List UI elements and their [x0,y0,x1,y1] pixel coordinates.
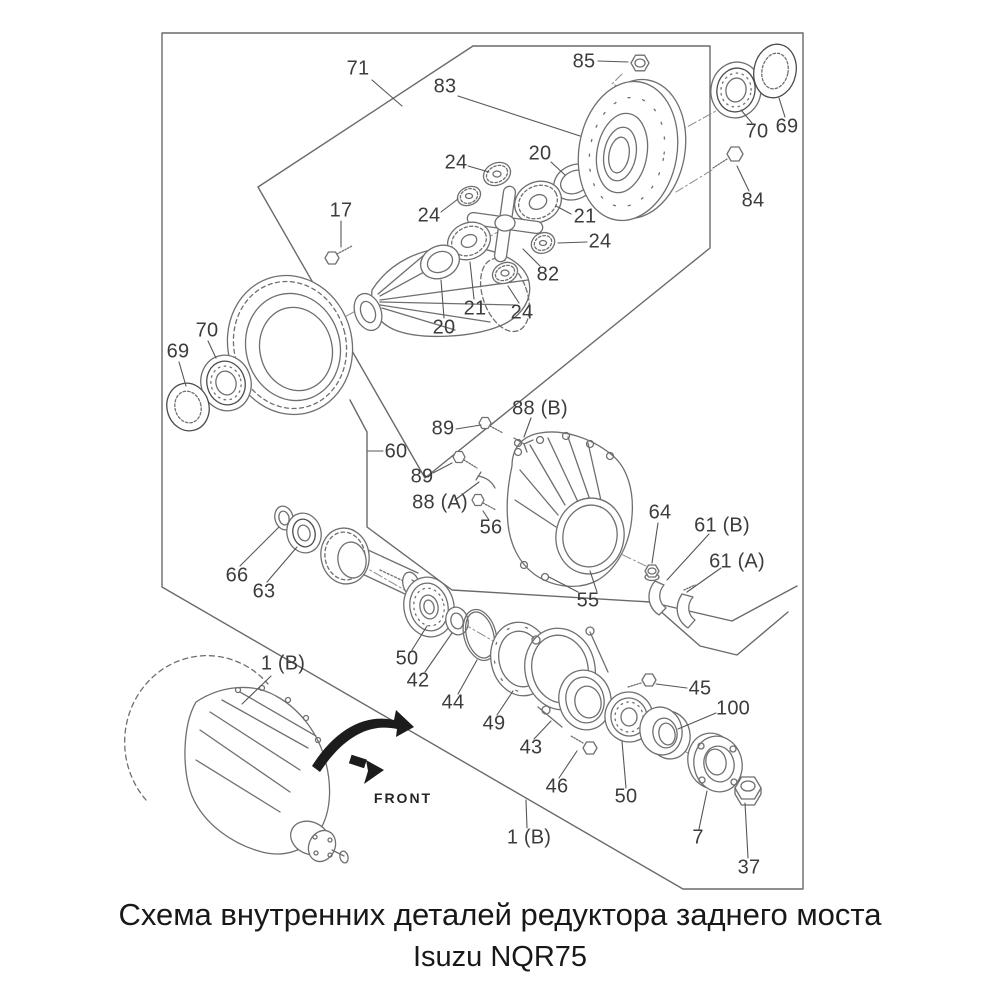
part-label: 49 [482,712,506,735]
part-label: 1 (B) [260,652,306,675]
part-label: 56 [479,516,503,539]
part-label: 55 [576,589,600,612]
part-label: 7 [692,826,704,849]
part-label: 44 [441,691,465,714]
part-label: 71 [346,57,370,80]
part-label: 61 (B) [694,514,750,537]
part-label: 24 [417,204,441,227]
part-label: 82 [536,263,560,286]
part-label: 21 [573,205,597,228]
part-label: 21 [463,297,487,320]
caption-line-2: Isuzu NQR75 [412,941,588,973]
caption-line-1: Схема внутренних деталей редуктора заднего моста [118,897,882,932]
part-label: 42 [406,669,430,692]
part-label: 61 (A) [709,550,765,573]
part-label: 24 [588,230,612,253]
part-label: 69 [775,115,799,138]
part-label: 66 [225,564,249,587]
part-label: 84 [741,189,765,212]
part-label: 70 [745,120,769,143]
part-label: 20 [432,316,456,339]
part-label: 85 [572,50,596,73]
front-direction-label: FRONT [373,790,433,806]
part-label: 88 (B) [512,397,568,420]
part-label: 70 [195,319,219,342]
part-label: 20 [528,142,552,165]
part-label: 24 [444,151,468,174]
part-label: 24 [510,301,534,324]
part-label: 88 (A) [412,491,468,514]
part-label: 46 [545,775,569,798]
part-label: 83 [433,75,457,98]
part-label: 64 [648,501,672,524]
caption [0,894,1000,978]
part-label: 50 [395,647,419,670]
part-label: 100 [716,697,750,720]
part-label: 1 (B) [506,826,552,849]
part-label: 69 [166,340,190,363]
part-label: 89 [410,465,434,488]
part-label: 45 [688,677,712,700]
part-label: 50 [614,785,638,808]
part-label: 43 [519,736,543,759]
part-label: 89 [431,417,455,440]
part-label: 60 [384,440,408,463]
part-label: 17 [329,199,353,222]
part-label: 37 [737,856,761,879]
part-label: 63 [252,580,276,603]
